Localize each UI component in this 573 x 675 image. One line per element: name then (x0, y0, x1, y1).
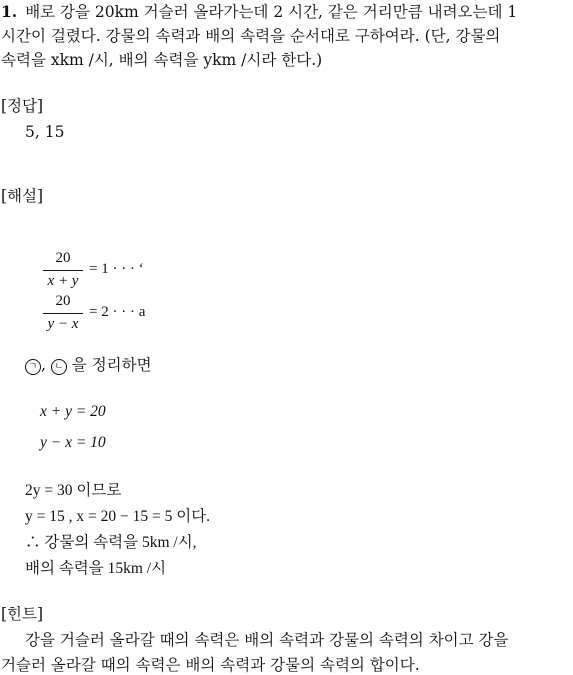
fraction-rhs: = 1 · · · ‘ (89, 261, 144, 277)
solution-line-4: 배의 속력을 15km /시 (25, 560, 167, 577)
hint-line-2: 거슬러 올라갈 때의 속력은 배의 속력과 강물의 속력의 합이다. (1, 656, 420, 674)
fraction-equation-1 (43, 250, 163, 294)
question-line-1 (1, 2, 517, 22)
fraction-denominator: x + y (47, 273, 79, 289)
circled-nieun-icon: ㄴ (51, 359, 67, 375)
fraction-rhs: = 2 · · · a (89, 304, 146, 320)
fraction-bar (43, 270, 83, 271)
question-number: 1. (1, 2, 18, 21)
fraction-equation-2 (43, 293, 163, 337)
solution-line-2: y = 15 , x = 20 − 15 = 5 이다. (25, 508, 211, 525)
fraction-numerator: 20 (55, 250, 71, 266)
solution-line-3: ∴ 강물의 속력을 5km /시, (25, 534, 197, 551)
answer-value: 5, 15 (25, 123, 65, 141)
fraction-numerator: 20 (55, 293, 71, 309)
question-text-1: 배로 강을 20km 거슬러 올라가는데 2 시간, 같은 거리만큼 내려오는데 1 (25, 3, 518, 21)
solution-line-1: 2y = 30 이므로 (25, 482, 122, 499)
fraction-denominator: y − x (47, 316, 79, 332)
circled-giyeok-icon: ㄱ (25, 359, 41, 375)
system-equation-1: x + y = 20 (40, 403, 106, 420)
step-organize: ㄱ , ㄴ 을 정리하면 (25, 355, 152, 375)
question-line-2: 시간이 걸렸다. 강물의 속력과 배의 속력을 순서대로 구하여라. (단, 강물의 (1, 27, 501, 45)
answer-heading: [정답] (1, 97, 44, 115)
system-equation-2: y − x = 10 (40, 434, 106, 451)
solution-heading: [해설] (1, 187, 44, 205)
hint-line-1: 강을 거슬러 올라갈 때의 속력은 배의 속력과 강물의 속력의 차이고 강을 (25, 631, 509, 649)
step-text: 을 정리하면 (71, 356, 152, 374)
question-line-3: 속력을 xkm /시, 배의 속력을 ykm /시라 한다.) (1, 51, 323, 69)
fraction-bar (43, 313, 83, 314)
hint-heading: [힌트] (1, 605, 44, 623)
